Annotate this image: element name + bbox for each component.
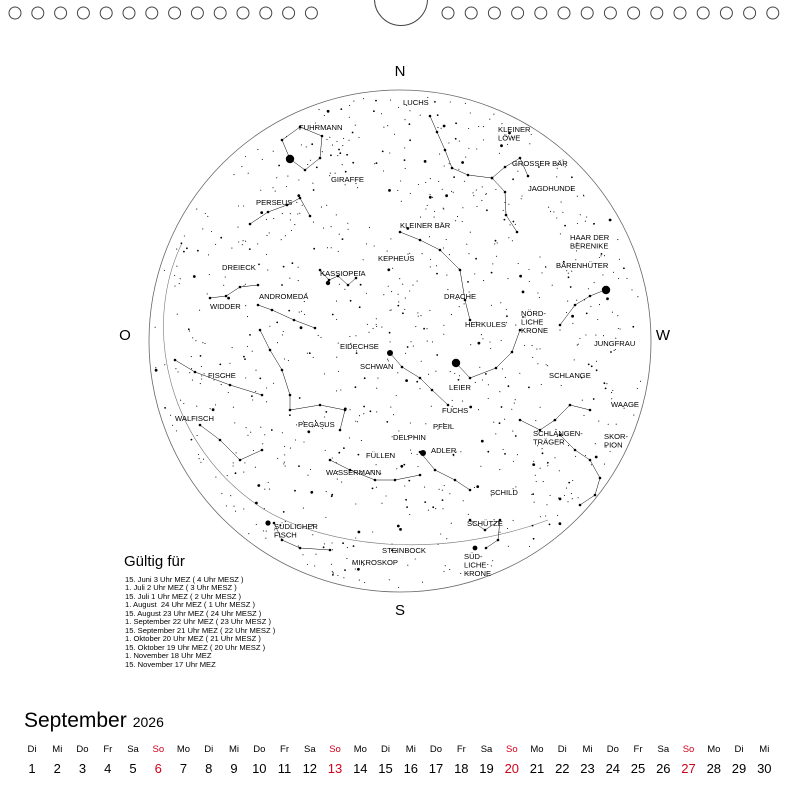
day-number: 3: [78, 761, 87, 776]
constellation-label: KLEINER BÄR: [400, 221, 451, 230]
constellation-label: DRACHE: [444, 292, 477, 301]
constellation-label: HAAR DER BERENIKE: [570, 233, 610, 251]
weekday-label: Mo: [176, 744, 191, 755]
day-number: 2: [53, 761, 61, 776]
weekday-label: Di: [734, 744, 744, 755]
constellation-label: PEGASUS: [298, 420, 335, 429]
constellation-label: WAAGE: [611, 400, 639, 409]
weekday-label: So: [682, 744, 695, 755]
constellation-label: NÖRD-LICHE KRONE: [521, 309, 549, 335]
constellation-label: STEINBOCK: [382, 546, 426, 555]
day-number: 23: [580, 761, 595, 776]
weekday-label: Di: [557, 744, 567, 755]
day-number: 12: [302, 761, 318, 776]
weekday-label: Sa: [303, 744, 316, 755]
constellation-label: WASSERMANN: [326, 468, 381, 477]
weekday-label: So: [152, 744, 165, 755]
constellation-label: LUCHS: [403, 98, 429, 107]
constellation-label: JAGDHUNDE: [528, 184, 576, 193]
validity-entry: 1. September 22 Uhr MEZ ( 23 Uhr MESZ ): [125, 617, 272, 627]
bright-star: [387, 350, 393, 356]
constellation-label: DREIECK: [222, 263, 256, 272]
constellation-label: PFEIL: [433, 422, 455, 431]
constellation-label: EIDECHSE: [340, 342, 379, 351]
validity-entry: 15. November 17 Uhr MEZ: [125, 659, 216, 669]
weekday-label: Do: [76, 744, 89, 755]
weekday-label: Do: [253, 744, 266, 755]
sky-disk: [149, 90, 651, 592]
day-number: 17: [428, 761, 444, 776]
weekday-label: Mo: [353, 744, 367, 755]
day-number: 19: [479, 761, 494, 776]
weekday-label: Mi: [759, 744, 770, 755]
direction-south: S: [394, 602, 406, 619]
direction-west: W: [655, 327, 671, 344]
constellation-label: SCHÜTZE: [467, 519, 503, 528]
validity-entry: 15. Juli 1 Uhr MEZ ( 2 Uhr MESZ ): [125, 591, 242, 601]
direction-east: O: [119, 327, 131, 344]
constellation-label: SCHLANGE: [549, 371, 591, 380]
validity-entry: 15. Oktober 19 Uhr MEZ ( 20 Uhr MESZ ): [125, 642, 266, 652]
constellation-label: SÜDLICHER FISCH: [274, 522, 318, 540]
direction-north: N: [394, 63, 406, 80]
constellation-label: WALFISCH: [175, 414, 214, 423]
weekday-label: Sa: [127, 744, 139, 755]
bright-star: [265, 520, 270, 525]
constellation-label: ADLER: [431, 446, 457, 455]
constellation-label: JUNGFRAU: [594, 339, 636, 348]
bright-star: [602, 286, 610, 294]
weekday-label: Do: [429, 744, 443, 755]
weekday-label: Di: [204, 744, 214, 755]
day-number: 9: [230, 761, 238, 776]
weekday-label: So: [329, 744, 341, 755]
calendar-strip: [0, 744, 800, 784]
constellation-label: KLEINER LÖWE: [498, 125, 531, 143]
weekday-label: Mi: [405, 744, 416, 755]
day-number: 5: [129, 761, 137, 776]
bright-star: [326, 281, 330, 285]
constellation-label: WIDDER: [210, 302, 241, 311]
constellation-label: ANDROMEDA: [259, 292, 309, 301]
day-number: 29: [731, 761, 747, 776]
validity-title: Gültig für: [124, 553, 185, 570]
constellation-label: GIRAFFE: [331, 175, 364, 184]
constellation-label: PERSEUS: [256, 198, 293, 207]
constellation-label: LEIER: [449, 383, 471, 392]
weekday-label: Mi: [52, 744, 63, 755]
constellation-label: HERKULES: [465, 320, 506, 329]
validity-entry: 15. August 23 Uhr MEZ ( 24 Uhr MESZ ): [125, 608, 262, 618]
day-number: 11: [277, 761, 292, 776]
day-number: 15: [378, 761, 393, 776]
day-number: 28: [706, 761, 722, 776]
constellation-label: BÄRENHÜTER: [556, 261, 609, 270]
weekday-label: Do: [606, 744, 619, 755]
day-number: 25: [630, 761, 646, 776]
validity-entry: 1. Oktober 20 Uhr MEZ ( 21 Uhr MESZ ): [125, 634, 261, 644]
weekday-label: Di: [27, 744, 37, 755]
constellation-label: SCHWAN: [360, 362, 394, 371]
constellation-label: GROSSER BÄR: [512, 159, 568, 168]
validity-list: [125, 576, 275, 669]
day-number: 22: [555, 761, 570, 776]
validity-entry: 15. Juni 3 Uhr MEZ ( 4 Uhr MESZ ): [125, 575, 244, 584]
constellation-label: SCHILD: [490, 488, 518, 497]
weekday-label: Mi: [228, 744, 240, 755]
weekday-label: Fr: [456, 744, 466, 755]
day-number: 30: [757, 761, 772, 776]
validity-entry: 1. November 18 Uhr MEZ: [125, 651, 212, 661]
weekday-label: Mo: [707, 744, 721, 755]
weekday-label: Sa: [657, 744, 670, 755]
day-number: 21: [529, 761, 545, 776]
weekday-label: Fr: [280, 744, 289, 755]
constellation-label: FÜLLEN: [366, 451, 396, 460]
day-number: 10: [252, 761, 267, 776]
weekday-label: So: [505, 744, 518, 755]
validity-entry: 1. Juli 2 Uhr MEZ ( 3 Uhr MESZ ): [125, 583, 237, 593]
day-number: 20: [504, 761, 520, 776]
constellation-label: FUCHS: [442, 406, 469, 415]
constellation-label: KASSIOPEIA: [320, 269, 366, 278]
validity-entry: 1. August 24 Uhr MEZ ( 1 Uhr MESZ ): [125, 600, 255, 610]
day-number: 18: [454, 761, 469, 776]
day-number: 13: [327, 761, 343, 776]
bright-star: [452, 359, 460, 367]
bright-star: [286, 155, 294, 163]
day-number: 16: [403, 761, 419, 776]
day-number: 4: [104, 761, 112, 776]
day-number: 26: [656, 761, 671, 776]
day-number: 8: [205, 761, 213, 776]
weekday-label: Mo: [530, 744, 544, 755]
validity-entry: 15. September 21 Uhr MEZ ( 22 Uhr MESZ ): [125, 625, 276, 635]
constellation-label: SCHLANGEN-TRÄGER: [533, 429, 583, 447]
weekday-label: Fr: [633, 744, 643, 755]
day-number: 6: [154, 761, 162, 776]
day-number: 14: [353, 761, 368, 776]
constellation-label: MIKROSKOP: [352, 558, 398, 567]
month-heading: [24, 709, 164, 733]
bright-star: [473, 546, 478, 551]
constellation-label: FUHRMANN: [299, 123, 343, 132]
month-name: September: [24, 709, 127, 732]
weekday-label: Sa: [480, 744, 493, 755]
constellation-label: SKOR-PION: [604, 432, 629, 450]
constellation-label: FISCHE: [208, 371, 236, 380]
constellation-label: SÜD-LICHE KRONE: [464, 552, 492, 578]
day-number: 1: [28, 761, 36, 776]
bright-star: [420, 450, 426, 456]
day-number: 27: [681, 761, 696, 776]
weekday-label: Fr: [103, 744, 113, 755]
day-number: 7: [179, 761, 188, 776]
year: 2026: [132, 714, 164, 730]
weekday-label: Mi: [582, 744, 593, 755]
constellation-label: KEPHEUS: [378, 254, 415, 263]
day-number: 24: [605, 761, 621, 776]
weekday-label: Di: [381, 744, 390, 755]
constellation-label: DELPHIN: [393, 433, 426, 442]
